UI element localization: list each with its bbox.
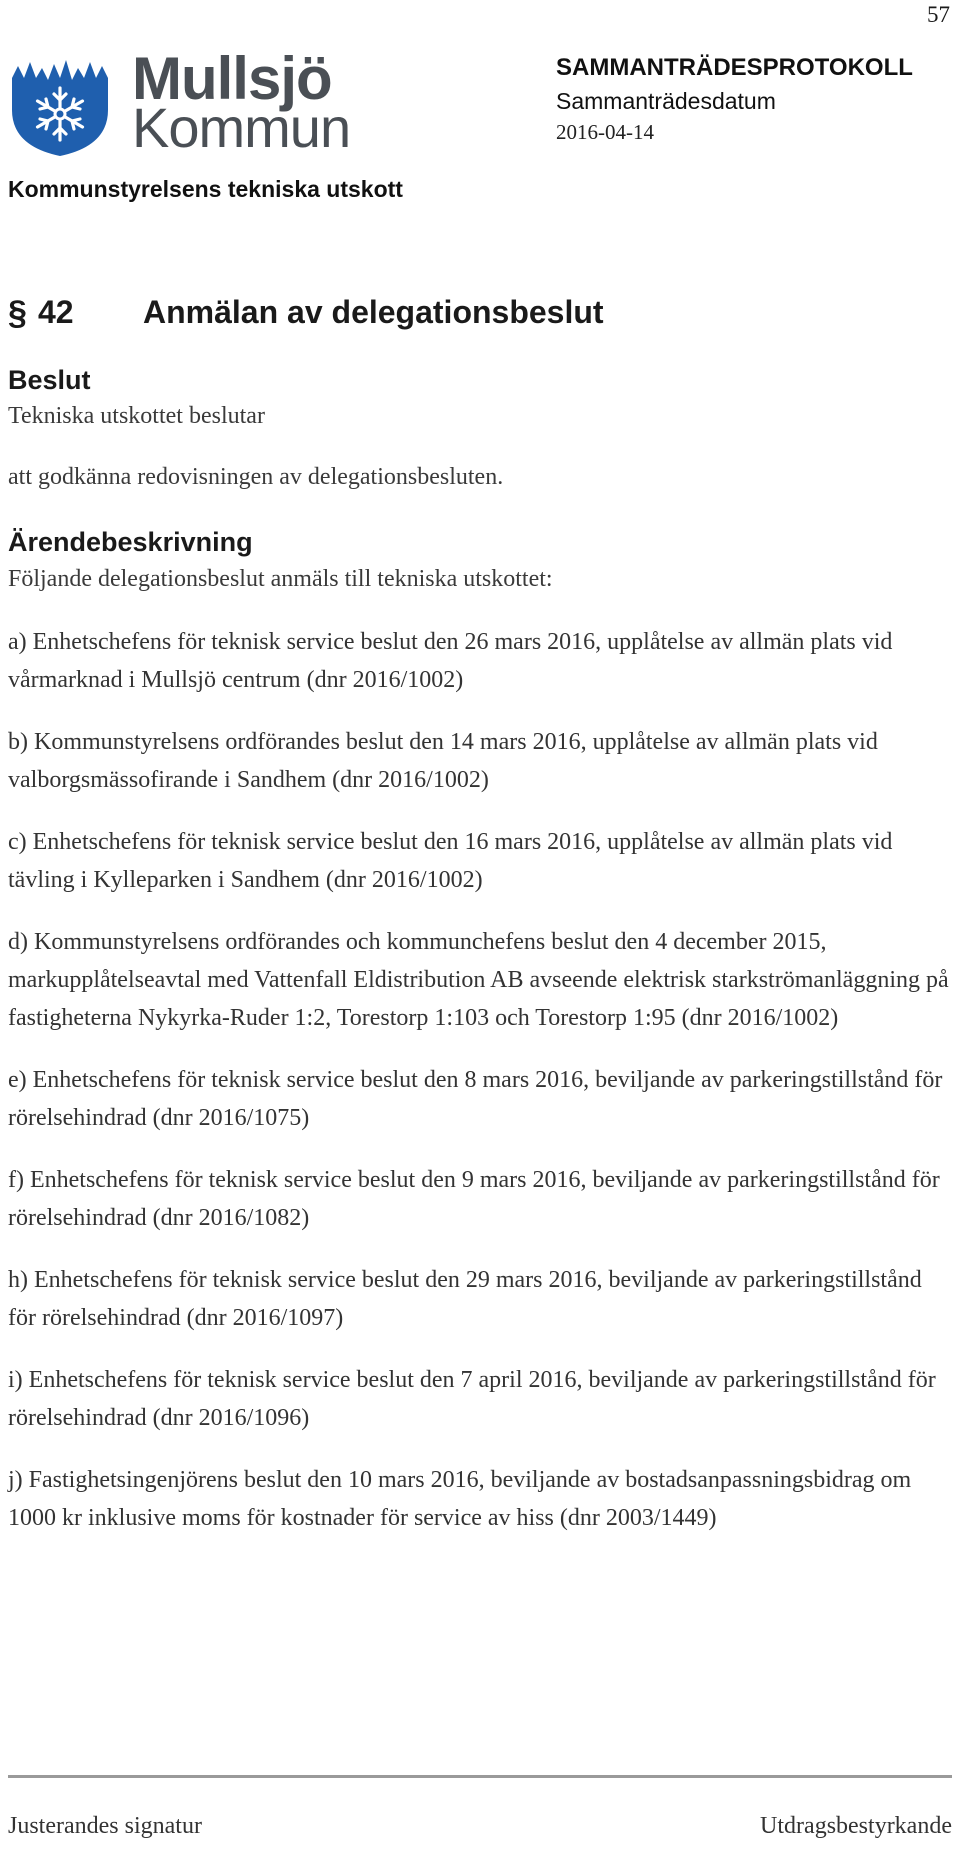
beslut-heading: Beslut	[8, 365, 91, 395]
list-item: d) Kommunstyrelsens ordförandes och kommunchefens beslut den 4 december 2015, markupplåtelseavtal med Vattenfall Eldistribution AB avseende elektrisk starkströmanläggning på fastigheterna Nykyrka-Ruder 1:2, Torestorp 1:103 och Torestorp 1:95 (dnr 2016/1002)	[8, 929, 949, 1031]
logo-wordmark-line1: Mullsjö	[132, 45, 332, 112]
beslut-decision: att godkänna redovisningen av delegationsbesluten.	[8, 464, 504, 490]
meeting-date: 2016-04-14	[556, 120, 654, 144]
list-item: f) Enhetschefens för teknisk service beslut den 9 mars 2016, beviljande av parkeringstillstånd för rörelsehindrad (dnr 2016/1082)	[8, 1167, 940, 1231]
municipality-shield-logo-icon	[10, 48, 110, 158]
page-number: 57	[927, 2, 950, 27]
meeting-date-label: Sammanträdesdatum	[556, 88, 776, 114]
list-item: b) Kommunstyrelsens ordförandes beslut den 14 mars 2016, upplåtelse av allmän plats vid valborgsmässofirande i Sandhem (dnr 2016/1002)	[8, 729, 878, 793]
logo-wordmark-line2: Kommun	[132, 96, 351, 159]
list-item: i) Enhetschefens för teknisk service beslut den 7 april 2016, beviljande av parkeringstillstånd för rörelsehindrad (dnr 2016/1096)	[8, 1367, 936, 1431]
paragraph-title: Anmälan av delegationsbeslut	[143, 294, 604, 330]
committee-name: Kommunstyrelsens tekniska utskott	[8, 176, 403, 202]
section-sign: §	[8, 294, 27, 332]
arendebeskrivning-heading: Ärendebeskrivning	[8, 527, 253, 557]
list-item: h) Enhetschefens för teknisk service beslut den 29 mars 2016, beviljande av parkeringstillstånd för rörelsehindrad (dnr 2016/1097)	[8, 1267, 922, 1331]
delegation-decision-list	[8, 623, 953, 1561]
list-item: c) Enhetschefens för teknisk service beslut den 16 mars 2016, upplåtelse av allmän plats vid tävling i Kylleparken i Sandhem (dnr 2016/1002)	[8, 829, 893, 893]
document-type-title: SAMMANTRÄDESPROTOKOLL	[556, 54, 913, 81]
arendebeskrivning-intro: Följande delegationsbeslut anmäls till tekniska utskottet:	[8, 566, 553, 592]
beslut-text: Tekniska utskottet beslutar	[8, 403, 265, 429]
list-item: a) Enhetschefens för teknisk service beslut den 26 mars 2016, upplåtelse av allmän plats vid vårmarknad i Mullsjö centrum (dnr 2016/1002)	[8, 629, 893, 693]
list-item: e) Enhetschefens för teknisk service beslut den 8 mars 2016, beviljande av parkeringstillstånd för rörelsehindrad (dnr 2016/1075)	[8, 1067, 943, 1131]
excerpt-certification-label: Utdragsbestyrkande	[760, 1813, 952, 1839]
footer-divider	[8, 1775, 952, 1778]
signature-label: Justerandes signatur	[8, 1813, 202, 1839]
list-item: j) Fastighetsingenjörens beslut den 10 mars 2016, beviljande av bostadsanpassningsbidrag om 1000 kr inklusive moms för kostnader för service av hiss (dnr 2003/1449)	[8, 1467, 912, 1531]
paragraph-number: 42	[38, 294, 74, 330]
